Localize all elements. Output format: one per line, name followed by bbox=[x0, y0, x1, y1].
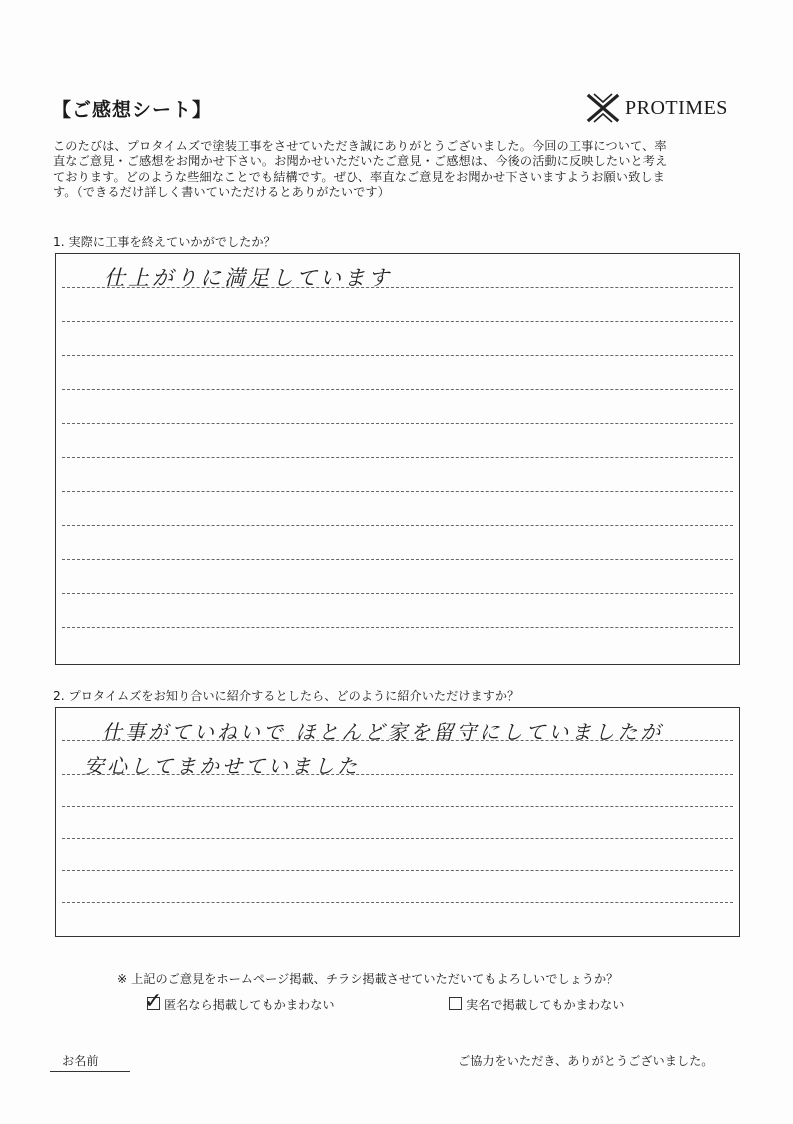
handwritten-answer-line: 仕事がていねいで ほとんど家を留守にしていましたが bbox=[102, 720, 664, 744]
name-label: お名前 bbox=[62, 1054, 99, 1068]
writing-line bbox=[62, 457, 733, 458]
question-1-label: 1. 実際に工事を終えていかがでしたか？ bbox=[53, 235, 276, 249]
intro-line: す。（できるだけ詳しく書いていただけるとありがたいです） bbox=[53, 185, 390, 200]
writing-line bbox=[62, 491, 733, 492]
writing-line bbox=[62, 355, 733, 356]
option-anonymous[interactable] bbox=[144, 989, 335, 1014]
writing-line bbox=[62, 559, 733, 560]
intro-line: このたびは、プロタイムズで塗装工事をさせていただき誠にありがとうございました。今回の工事について、率 bbox=[53, 139, 667, 153]
writing-line bbox=[62, 389, 733, 390]
option-realname[interactable] bbox=[449, 996, 624, 1013]
name-field-underline[interactable] bbox=[50, 1071, 130, 1072]
writing-line bbox=[62, 902, 733, 903]
realname-checkbox[interactable] bbox=[449, 997, 462, 1010]
intro-line: ております。どのような些細なことでも結構です。ぜひ、率直なご意見をお聞かせ下さいますようお願い致しま bbox=[53, 169, 665, 184]
handwritten-answer-line: 安心してまかせていました bbox=[84, 754, 360, 778]
sheet-title: 【ご感想シート】 bbox=[52, 99, 213, 121]
writing-line bbox=[62, 525, 733, 526]
intro-line: 直なご意見・ご感想をお聞かせ下さい。お聞かせいただいたご意見・ご感想は、今後の活動に反映したいと考え bbox=[53, 154, 668, 169]
checkmark-icon: ✓ bbox=[144, 989, 163, 1014]
thanks-message: ご協力をいただき、ありがとうございました。 bbox=[458, 1054, 714, 1068]
anonymous-checkbox[interactable] bbox=[144, 989, 163, 1014]
writing-line bbox=[62, 321, 733, 322]
question-2-label: 2. プロタイムズをお知り合いに紹介するとしたら、どのように紹介いただけますか？ bbox=[53, 689, 520, 703]
writing-line bbox=[62, 870, 733, 871]
writing-line bbox=[62, 627, 733, 628]
writing-line bbox=[62, 838, 733, 839]
answer-box-1[interactable] bbox=[55, 253, 740, 665]
option-anonymous-label: 匿名なら掲載してもかまわない bbox=[164, 998, 335, 1012]
handwritten-answer-line: 仕上がりに満足しています bbox=[104, 266, 392, 290]
intro-text bbox=[53, 139, 743, 201]
brand-logo bbox=[585, 92, 728, 124]
writing-line bbox=[62, 593, 733, 594]
logo-text: PROTIMES bbox=[625, 96, 728, 119]
option-realname-label: 実名で掲載してもかまわない bbox=[466, 998, 625, 1012]
writing-line bbox=[62, 806, 733, 807]
writing-line bbox=[62, 423, 733, 424]
answer-box-2[interactable] bbox=[55, 707, 740, 937]
protimes-mark-icon bbox=[585, 92, 621, 124]
consent-question: ※ 上記のご意見をホームページ掲載、チラシ掲載させていただいてもよろしいでしょうか？ bbox=[117, 972, 619, 986]
